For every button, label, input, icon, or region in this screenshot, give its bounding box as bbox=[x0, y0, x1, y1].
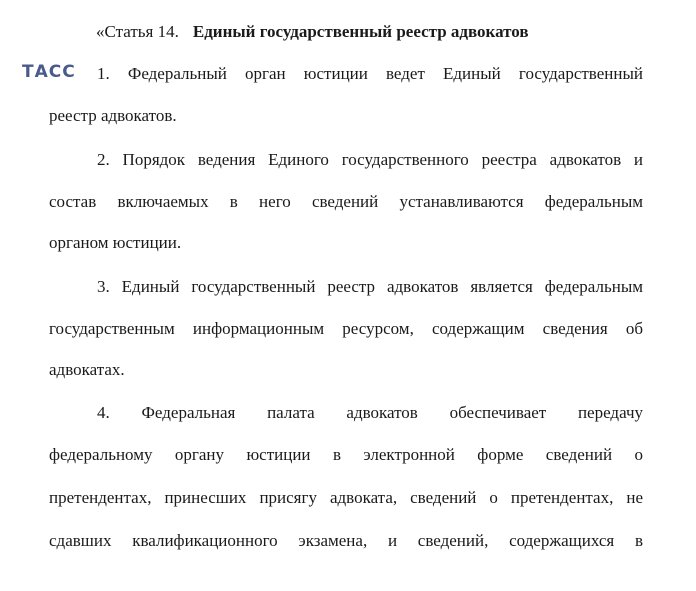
paragraph-2-line-2: состав включаемых в него сведений устанавливаются федеральным bbox=[49, 192, 643, 211]
paragraph-1-line-1: 1. Федеральный орган юстиции ведет Единый государственный bbox=[97, 64, 643, 83]
article-title: Единый государственный реестр адвокатов bbox=[192, 22, 529, 41]
article-heading bbox=[96, 22, 529, 42]
paragraph-3-line-3: адвокатах. bbox=[49, 360, 125, 379]
article-number: «Статья 14. bbox=[96, 22, 179, 41]
paragraph-4-line-1: 4. Федеральная палата адвокатов обеспечивает передачу bbox=[97, 403, 643, 422]
paragraph-4-line-3: претендентах, принесших присягу адвоката, сведений о претендентах, не bbox=[49, 488, 643, 507]
paragraph-4-line-4: сдавших квалификационного экзамена, и сведений, содержащихся в bbox=[49, 531, 643, 550]
paragraph-2-line-1: 2. Порядок ведения Единого государственного реестра адвокатов и bbox=[97, 150, 643, 169]
paragraph-3-line-2: государственным информационным ресурсом, содержащим сведения об bbox=[49, 319, 643, 338]
paragraph-4-line-2: федеральному органу юстиции в электронной форме сведений о bbox=[49, 445, 643, 464]
paragraph-3-line-1: 3. Единый государственный реестр адвокатов является федеральным bbox=[97, 277, 643, 296]
paragraph-1-line-2: реестр адвокатов. bbox=[49, 106, 177, 125]
paragraph-2-line-3: органом юстиции. bbox=[49, 233, 182, 252]
tass-watermark-logo: ТАСС bbox=[22, 62, 76, 82]
